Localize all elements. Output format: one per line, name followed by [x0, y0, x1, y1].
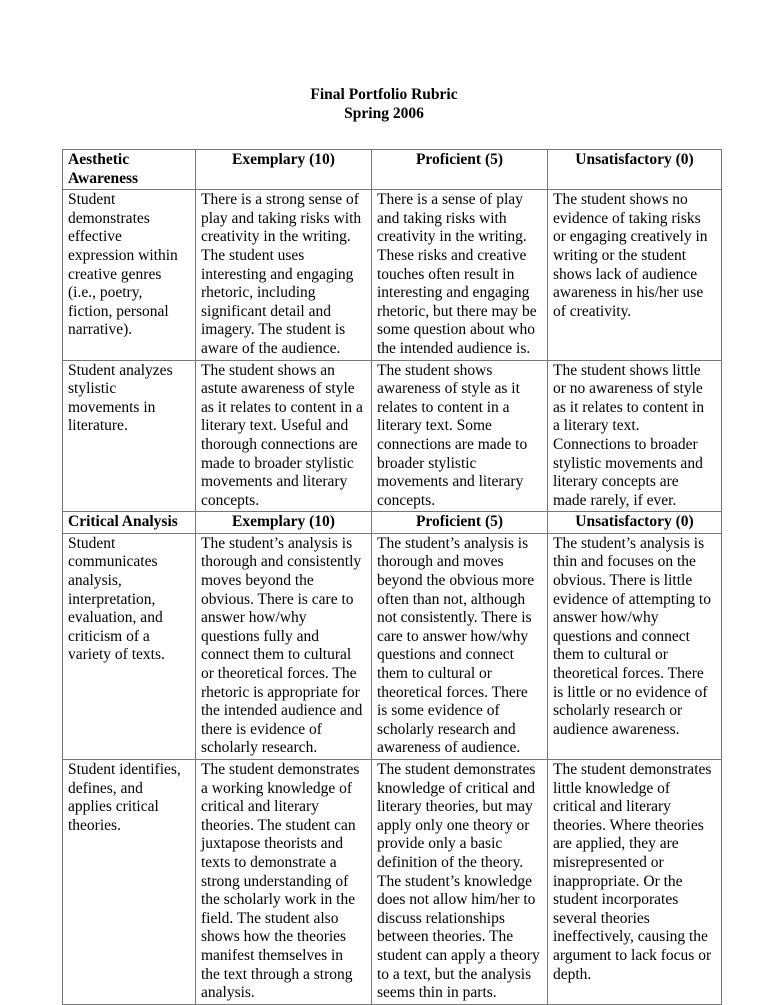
table-row: [63, 760, 722, 1005]
section-header-critical-analysis: [63, 512, 722, 534]
unsatisfactory-heading: Unsatisfactory (0): [548, 512, 722, 534]
section-header-aesthetic-awareness: [63, 150, 722, 190]
criterion-cell: Student communicates analysis, interpretation, evaluation, and criticism of a variety of texts.: [63, 533, 196, 759]
unsatisfactory-heading: Unsatisfactory (0): [548, 150, 722, 190]
exemplary-cell: There is a strong sense of play and taking risks with creativity in the writing. The student uses interesting and engaging rhetoric, including significant detail and imagery. The student is aware of the audience.: [196, 190, 372, 360]
criterion-cell: Student identifies, defines, and applies critical theories.: [63, 760, 196, 1005]
proficient-cell: The student’s analysis is thorough and moves beyond the obvious more often than not, although not consistently. There is care to answer how/why questions and connect them to cultural or theoretical forces. There is some evidence of scholarly research and awareness of audience.: [372, 533, 548, 759]
rubric-title: Final Portfolio Rubric: [310, 86, 458, 103]
proficient-heading: Proficient (5): [372, 150, 548, 190]
unsatisfactory-cell: The student’s analysis is thin and focuses on the obvious. There is little evidence of attempting to answer how/why questions and connect them to cultural or theoretical forces. There is little or no evidence of scholarly research or audience awareness.: [548, 533, 722, 759]
criterion-heading: Critical Analysis: [63, 512, 196, 534]
exemplary-heading: Exemplary (10): [196, 150, 372, 190]
criterion-heading: Aesthetic Awareness: [63, 150, 196, 190]
exemplary-heading: Exemplary (10): [196, 512, 372, 534]
exemplary-cell: The student demonstrates a working knowledge of critical and literary theories. The student can juxtapose theorists and texts to demonstrate a strong understanding of the scholarly work in the field. The student also shows how the theories manifest themselves in the text through a strong analysis.: [196, 760, 372, 1005]
proficient-heading: Proficient (5): [372, 512, 548, 534]
unsatisfactory-cell: The student shows no evidence of taking risks or engaging creatively in writing or the student shows lack of audience awareness in his/her use of creativity.: [548, 190, 722, 360]
table-row: [63, 190, 722, 360]
proficient-cell: The student shows awareness of style as it relates to content in a literary text. Some connections are made to broader stylistic movements and literary concepts.: [372, 360, 548, 512]
table-row: [63, 533, 722, 759]
exemplary-cell: The student’s analysis is thorough and consistently moves beyond the obvious. There is care to answer how/why questions fully and connect them to cultural or theoretical forces. The rhetoric is appropriate for the intended audience and there is evidence of scholarly research.: [196, 533, 372, 759]
rubric-table: [62, 149, 722, 1005]
exemplary-cell: The student shows an astute awareness of style as it relates to content in a literary text. Useful and thorough connections are made to broader stylistic movements and literary concepts.: [196, 360, 372, 512]
document-title: [0, 86, 768, 123]
criterion-cell: Student demonstrates effective expression within creative genres (i.e., poetry, fiction, personal narrative).: [63, 190, 196, 360]
proficient-cell: The student demonstrates knowledge of critical and literary theories, but may apply only one theory or provide only a basic definition of the theory. The student’s knowledge does not allow him/her to discuss relationships between theories. The student can apply a theory to a text, but the analysis seems thin in parts.: [372, 760, 548, 1005]
proficient-cell: There is a sense of play and taking risks with creativity in the writing. These risks and creative touches often result in interesting and engaging rhetoric, but there may be some question about who the intended audience is.: [372, 190, 548, 360]
rubric-subtitle: Spring 2006: [344, 104, 424, 122]
unsatisfactory-cell: The student demonstrates little knowledge of critical and literary theories. Where theories are applied, they are misrepresented or inappropriate. Or the student incorporates several theories ineffectively, causing the argument to lack focus or depth.: [548, 760, 722, 1005]
table-row: [63, 360, 722, 512]
unsatisfactory-cell: The student shows little or no awareness of style as it relates to content in a literary text. Connections to broader stylistic movements and literary concepts are made rarely, if ever.: [548, 360, 722, 512]
criterion-cell: Student analyzes stylistic movements in literature.: [63, 360, 196, 512]
